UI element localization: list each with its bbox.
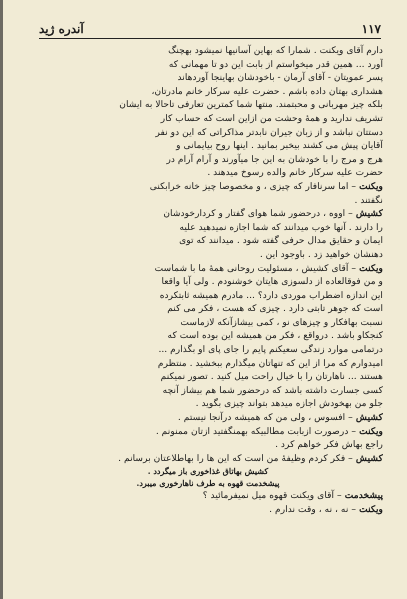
dialogue-text: – افسوس ، ولی من که همیشه درآنجا نیستم . [177,412,353,424]
dialogue-text: – اووه ، درحضور شما هوای گفتار و کردارخودشان [163,208,353,220]
text-line: کنجکاو باشد . درواقع ، فکر من همیشه این بوده است که [167,330,383,342]
text-line: هشداری بهتان داده باشم . حضرت علیه سرکار خانم مادرتان، [151,85,383,97]
page-number: ۱۱۷ [361,22,381,36]
speaker-name: کشیش [352,412,383,424]
text-line: را دارند . آنها خوب میدانند که شما اجازه نمیدهید علیه [179,221,383,233]
dialogue-line [33,489,383,503]
text-line: جلو من بهخودش اجازه میدهد بتواند چیزی بگوید . [195,398,383,410]
dialogue-line [33,425,383,439]
dialogue-line [33,180,383,194]
text-line: دارم آقای ویکنت . شمارا که بهاین آسانیها نمیشود بهچنگ [168,45,383,56]
text-line: و من فوقالعاده از دلسوزی هایتان خوشنودم . ولی آیا واقعا [161,276,383,288]
text-line: نگفتند . [354,194,383,206]
text-line: هرج و مرج را با خودشان به این جا میآورند و آرام آرام در [166,153,383,165]
page-body [33,44,383,517]
text-line: امیدوارم که مرا از این که تنهاتان میگذارم ببخشید . منتظرم [157,357,383,369]
text-line: کسی جسارت داشته باشد که درحضور شما هم بیشاز آنچه [162,384,383,396]
speaker-name: ویکنت [355,504,383,515]
text-line: ایمان و حقایق مدال حرفی گفته شود . میدانند که توی [179,235,383,247]
dialogue-line [33,411,383,425]
text-line: تشریف ندارید و همهٔ وحشت من ازاین است که حساب کار [160,112,383,124]
text-line: هستند ... ناهارتان را با خیال راحت میل کنید . تصور نمیکنم [160,371,383,383]
text-line: آقایان پیش می کشند بیخبر بمانید . اینها روح بیایمانی و [176,140,383,152]
text-line: حضرت علیه سرکار خانم والده رسوخ میدهند . [207,167,383,179]
dialogue-text: – آقای کشیش ، مسئولیت روحانی همهٔ ما با شماست [154,262,356,274]
speaker-name: پیشخدمت [341,490,383,502]
text-line: نسبت بهافکار و چیزهای نو ، کمی بیشازآنکه لازماست [180,316,383,328]
text-line: پسر عمویتان - آقای آرمان - باخودشان بهاینجا آوردهاند [177,72,383,84]
dialogue-text: – درصورت ازبابت مطالبیکه بهمنگفتید ازتان ممنونم . [155,425,356,437]
text-line: این اندازه اضطراب موردی دارد؟ ... مادرم همیشه ثابتکرده [159,289,383,301]
text-line: راجع بهاش فکر خواهم کرد . [275,439,383,451]
stage-direction: پیشخدمت قهوه به طرف ناهارخوری میبرد. [136,478,280,489]
dialogue-text: – اما سرنافار که چیزی ، و مخصوصا چیز خانه خرابکنی [149,180,356,192]
text-line: دهنشان خواهید زد . باوجود این . [259,248,383,260]
dialogue-text: – آقای ویکنت قهوه میل نمیفرمائید ؟ [202,490,342,502]
text-line: دستتان نباشد و از زبان جیران نابدتر مذاکراتی که این دو نفر [155,126,383,138]
book-title: آندره ژید [39,22,84,36]
text-line: درتمامی موارد زندگی سعیکنم پایم را جای پای او بگذارم ... [158,344,383,356]
dialogue-text: – فکر کردم وظیفهٔ من است که این ها را بهاطلاعتان برسانم . [118,452,353,464]
speaker-name: ویکنت [355,180,383,192]
dialogue-line [33,207,383,221]
speaker-name: کشیش [352,208,383,220]
speaker-name: کشیش [352,452,383,464]
text-line: بلکه چیز مهربانی و محبتمند. منتها شما کمترین تعارفی تاحالا به ایشان [119,99,383,111]
dialogue-text: – نه ، نه ، وقت ندارم . [269,504,356,515]
stage-direction: کشیش بهاتاق غذاخوری باز میگردد . [147,466,269,477]
dialogue-line [33,503,383,517]
dialogue-line [33,262,383,276]
speaker-name: ویکنت [355,262,383,274]
running-header [39,18,381,39]
dialogue-line [33,452,383,466]
text-line: است که جوهر تابتی دارد . چیزی که هست ، فکر می کنم [167,303,383,315]
text-line: آورد ... همین قدر میخواستم از بابت این دو تا مهمانی که [168,58,383,70]
speaker-name: ویکنت [355,425,383,437]
